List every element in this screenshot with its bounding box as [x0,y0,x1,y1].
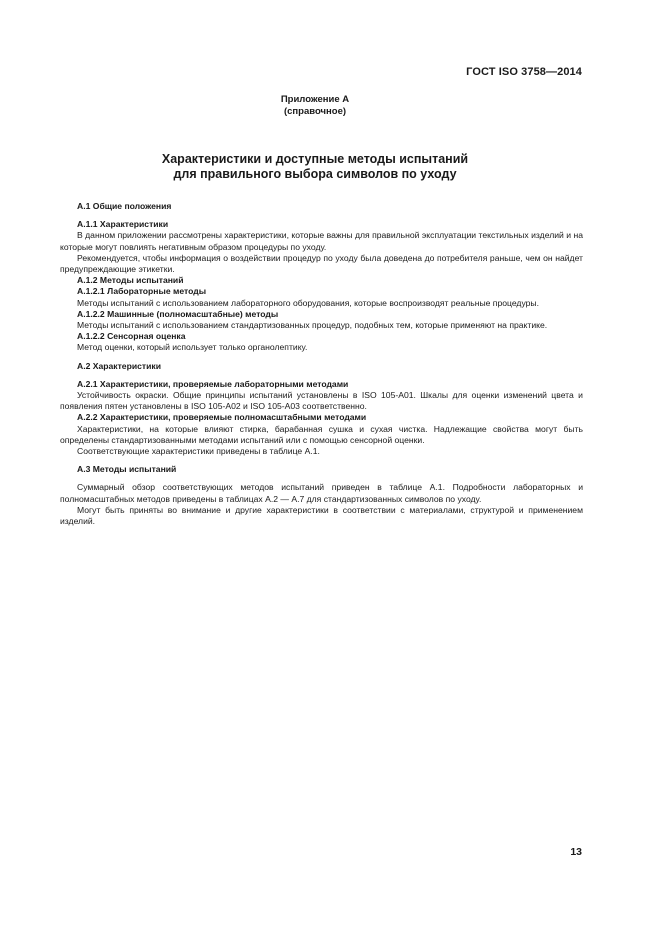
document-body [60,201,583,527]
section-a122-paragraph: Методы испытаний с использованием стандартизованных процедур, подобных тем, которые применяют на практике. [77,320,548,331]
section-a12-heading: А.1.2 Методы испытаний [77,275,184,286]
section-a22-heading: А.2.2 Характеристики, проверяемые полномасштабными методами [77,412,367,423]
section-a122-heading: А.1.2.2 Машинные (полномасштабные) методы [77,308,279,319]
section-a11-heading: А.1.1 Характеристики [77,219,169,230]
standard-code: ГОСТ ISO 3758—2014 [466,66,582,78]
section-a122-sensory-heading: А.1.2.2 Сенсорная оценка [77,331,186,342]
section-a22-paragraph-2: Соответствующие характеристики приведены в таблице А.1. [77,446,320,457]
annex-title: Приложение А [280,94,350,105]
section-a3-heading: А.3 Методы испытаний [77,464,177,475]
section-a22-paragraph-1: Характеристики, на которые влияют стирка, барабанная сушка и сухая чистка. Надлежащие свойства могут быть определены стандартизованными методами испытаний или с помощью сенсорной оценки. [60,423,583,445]
section-a121-heading: А.1.2.1 Лабораторные методы [77,286,207,297]
section-a21-paragraph: Устойчивость окраски. Общие принципы испытаний установлены в ISO 105-А01. Шкалы для оценки изменений цвета и появления пятен установлены в ISO 105-А02 и ISO 105-А03 соответственно. [60,390,583,412]
section-a11-paragraph-2: Рекомендуется, чтобы информация о воздействии процедур по уходу была доведена до потребителя раньше, чем он найдет предупреждающие этикетки. [60,252,583,275]
section-a3-paragraph-1: Суммарный обзор соответствующих методов испытаний приведен в таблице А.1. Подробности лабораторных и полномасштабных методов приведены в таблицах А.2 — А.7 для стандартизованных символов по уходу. [60,482,583,504]
annex-subtitle: (справочное) [283,106,347,117]
section-a1-heading: А.1 Общие положения [77,201,172,211]
document-title [0,152,630,182]
annex-heading [0,94,630,118]
section-a121-paragraph: Методы испытаний с использованием лабораторного оборудования, которые воспроизводят реальные процедуры. [77,297,539,308]
section-a2-heading: А.2 Характеристики [77,360,161,371]
section-a3-paragraph-2: Могут быть приняты во внимание и другие характеристики в соответствии с материалами, структурой и применением изделий. [60,504,583,527]
section-a11-paragraph-1: В данном приложении рассмотрены характеристики, которые важны для правильной эксплуатации текстильных изделий и на которые могут повлиять негативным образом процедуры по уходу. [60,230,583,252]
document-title-line-1: Характеристики и доступные методы испытаний [161,152,469,166]
page-number: 13 [570,846,582,858]
section-a122-sensory-paragraph: Метод оценки, который использует только органолептику. [77,342,308,353]
section-a21-heading: А.2.1 Характеристики, проверяемые лабораторными методами [77,378,349,389]
document-title-line-2: для правильного выбора символов по уходу [173,167,457,181]
